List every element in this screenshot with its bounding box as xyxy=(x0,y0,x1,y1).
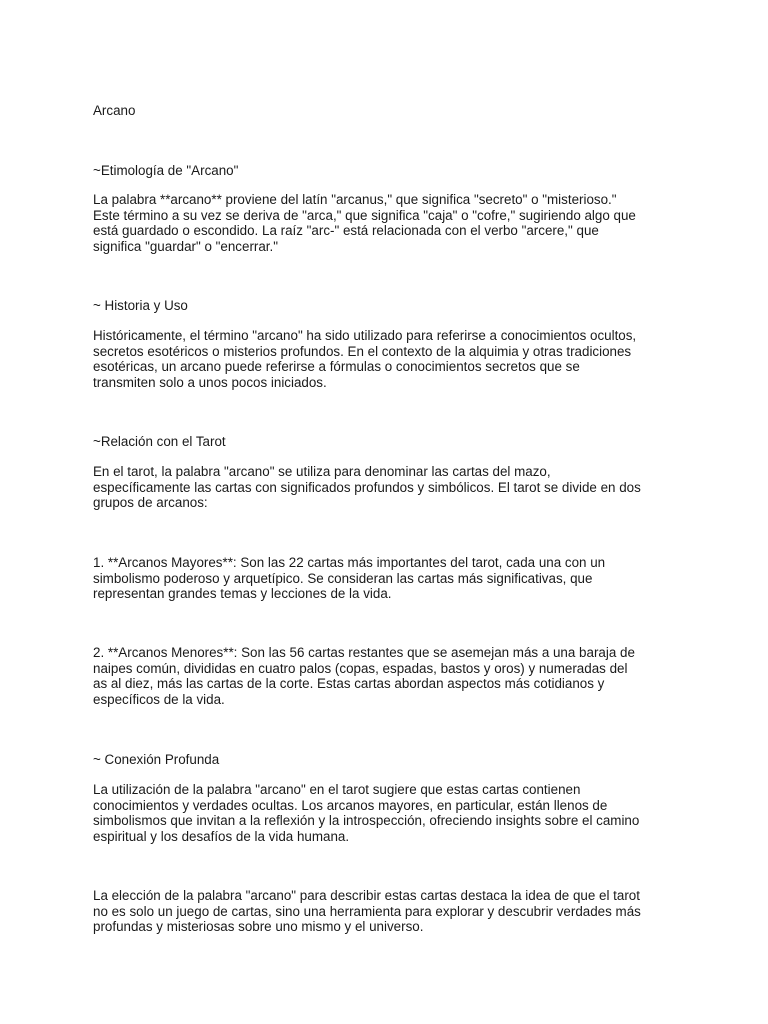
connection-heading: ~ Conexión Profunda xyxy=(93,752,220,767)
etymology-heading: ~Etimología de "Arcano" xyxy=(93,163,239,178)
tarot-item-major: 1. **Arcanos Mayores**: Son las 22 cartas más importantes del tarot, cada una con un simbolismo poderoso y arquetípico. Se consideran las cartas más significativas, que representan grandes temas y lecciones de la vida. xyxy=(93,555,606,602)
history-heading: ~ Historia y Uso xyxy=(93,298,188,313)
tarot-item-minor: 2. **Arcanos Menores**: Son las 56 cartas restantes que se asemejan más a una baraja de naipes común, divididas en cuatro palos (copas, espadas, bastos y oros) y numeradas del as al diez, más las cartas de la corte. Estas cartas abordan aspectos más cotidianos y específicos de la vida. xyxy=(93,645,635,707)
document-page xyxy=(93,0,683,1024)
connection-paragraph: La utilización de la palabra "arcano" en el tarot sugiere que estas cartas contienen conocimientos y verdades ocultas. Los arcanos mayores, en particular, están llenos de simbolismos que invitan a la reflexión y la introspección, ofreciendo insights sobre el camino espiritual y los desafíos de la vida humana. xyxy=(93,782,640,844)
etymology-paragraph: La palabra **arcano** proviene del latín "arcanus," que significa "secreto" o "misterioso." Este término a su vez se deriva de "arca," que significa "caja" o "cofre," sugiriendo algo que está guardado o escondido. La raíz "arc-" está relacionada con el verbo "arcere," que significa "guardar" o "encerrar." xyxy=(93,192,636,254)
document-title: Arcano xyxy=(93,103,136,118)
tarot-paragraph: En el tarot, la palabra "arcano" se utiliza para denominar las cartas del mazo, específicamente las cartas con significados profundos y simbólicos. El tarot se divide en dos grupos de arcanos: xyxy=(93,464,641,511)
history-paragraph: Históricamente, el término "arcano" ha sido utilizado para referirse a conocimientos ocultos, secretos esotéricos o misterios profundos. En el contexto de la alquimia y otras tradiciones esotéricas, un arcano puede referirse a fórmulas o conocimientos secretos que se transmiten solo a unos pocos iniciados. xyxy=(93,328,637,390)
tarot-heading: ~Relación con el Tarot xyxy=(93,434,226,449)
closing-paragraph: La elección de la palabra "arcano" para describir estas cartas destaca la idea de que el tarot no es solo un juego de cartas, sino una herramienta para explorar y descubrir verdades más profundas y misteriosas sobre uno mismo y el universo. xyxy=(93,888,641,935)
